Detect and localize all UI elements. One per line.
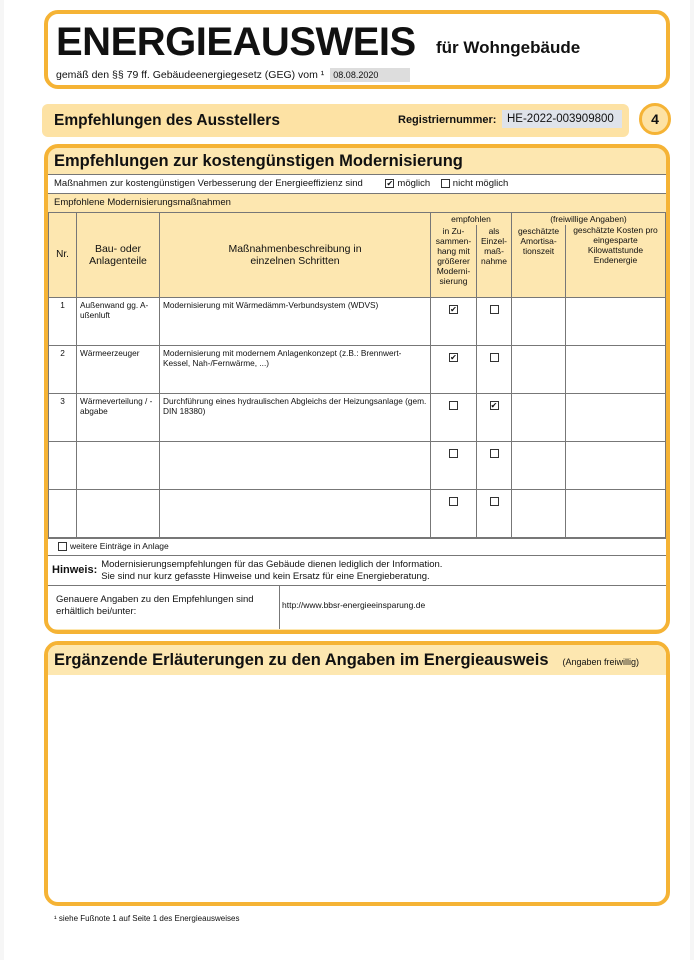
row-nr xyxy=(49,489,77,537)
hint-line-1: Modernisierungsempfehlungen für das Gebäude dienen lediglich der Information. xyxy=(101,558,443,570)
modernisierung-title: Empfehlungen zur kostengünstigen Modernisierung xyxy=(54,152,463,170)
row-zusammenhang-cell xyxy=(431,393,477,441)
section-title: Empfehlungen des Ausstellers xyxy=(54,112,280,129)
row-amortisation xyxy=(512,297,566,345)
row-amortisation xyxy=(512,489,566,537)
einzel-checkbox[interactable] xyxy=(490,353,499,362)
row-kosten xyxy=(566,441,666,489)
row-zusammenhang-cell xyxy=(431,345,477,393)
table-row xyxy=(49,345,666,393)
more-info-row xyxy=(48,585,666,629)
erlaeuterungen-title-text: Ergänzende Erläuterungen zu den Angaben im Energieausweis xyxy=(54,651,549,669)
zusammenhang-checkbox[interactable] xyxy=(449,401,458,410)
further-entries-row xyxy=(48,538,666,555)
row-bau xyxy=(77,441,160,489)
more-info-url[interactable]: http://www.bbsr-energieeinsparung.de xyxy=(282,599,426,610)
document-page xyxy=(4,0,690,960)
row-kosten xyxy=(566,345,666,393)
section-bar xyxy=(42,104,629,137)
row-nr xyxy=(49,441,77,489)
row-beschreibung xyxy=(160,441,431,489)
header-beschreibung: Maßnahmenbeschreibung in einzelnen Schritten xyxy=(160,213,431,298)
row-nr: 3 xyxy=(49,393,77,441)
table-row xyxy=(49,393,666,441)
row-beschreibung: Modernisierung mit Wärmedämm-Verbundsystem (WDVS) xyxy=(160,297,431,345)
further-entries-checkbox[interactable] xyxy=(58,542,67,551)
header-nr: Nr. xyxy=(49,213,77,298)
hint-line-2: Sie sind nur kurz gefasste Hinweise und kein Ersatz für eine Energieberatung. xyxy=(101,570,430,582)
row-einzel-cell xyxy=(477,441,512,489)
zusammenhang-checkbox[interactable]: ✔ xyxy=(450,352,457,362)
row-nr: 1 xyxy=(49,297,77,345)
hint-text xyxy=(101,556,442,585)
row-bau: Wärmeerzeuger xyxy=(77,345,160,393)
modernisierung-box xyxy=(44,144,670,634)
einzel-checkbox[interactable] xyxy=(490,449,499,458)
reg-number: HE-2022-003909800 xyxy=(502,110,622,128)
header-bau: Bau- oder Anlagenteile xyxy=(77,213,160,298)
table-row xyxy=(49,297,666,345)
hint-row xyxy=(48,555,666,585)
table-row xyxy=(49,489,666,537)
header-einzel: als Einzel-maß-nahme xyxy=(477,225,512,297)
measures-text: Maßnahmen zur kostengünstigen Verbesserung der Energieeffizienz sind xyxy=(54,178,363,189)
possible-label: möglich xyxy=(397,178,431,189)
row-beschreibung: Durchführung eines hydraulischen Abgleichs der Heizungsanlage (gem. DIN 18380) xyxy=(160,393,431,441)
row-nr: 2 xyxy=(49,345,77,393)
row-bau: Wärmeverteilung / -abgabe xyxy=(77,393,160,441)
row-zusammenhang-cell xyxy=(431,297,477,345)
header-empfohlen: empfohlen xyxy=(431,213,512,226)
document-title: ENERGIEAUSWEIS xyxy=(56,20,416,64)
header-freiwillig: (freiwillige Angaben) xyxy=(512,213,666,226)
erlaeuterungen-text-area[interactable] xyxy=(48,675,666,905)
header-box xyxy=(44,10,670,89)
header-zusammenhang: in Zu-sammen-hang mit größerer Moderni-sierung xyxy=(431,225,477,297)
recommended-label: Empfohlene Modernisierungsmaßnahmen xyxy=(48,193,666,212)
row-beschreibung: Modernisierung mit modernem Anlagenkonzept (z.B.: Brennwert-Kessel, Nah-/Fernwärme, ...) xyxy=(160,345,431,393)
erlaeuterungen-note: (Angaben freiwillig) xyxy=(562,657,640,667)
row-bau: Außenwand gg. A-ußenluft xyxy=(77,297,160,345)
row-einzel-cell xyxy=(477,345,512,393)
further-entries-label: weitere Einträge in Anlage xyxy=(70,540,169,551)
law-text: gemäß den §§ 79 ff. Gebäudeenergiegesetz (GEG) vom ¹ xyxy=(56,69,325,81)
possible-checkbox[interactable]: ✔ xyxy=(386,178,394,188)
row-kosten xyxy=(566,297,666,345)
row-kosten xyxy=(566,489,666,537)
row-amortisation xyxy=(512,345,566,393)
row-einzel-cell xyxy=(477,297,512,345)
row-kosten xyxy=(566,393,666,441)
not-possible-checkbox[interactable] xyxy=(441,179,450,188)
table-row xyxy=(49,441,666,489)
row-zusammenhang-cell xyxy=(431,441,477,489)
hint-label: Hinweis: xyxy=(52,563,98,576)
page-number-badge: 4 xyxy=(639,103,671,135)
row-einzel-cell xyxy=(477,489,512,537)
measures-row xyxy=(48,174,666,193)
not-possible-label: nicht möglich xyxy=(452,178,509,189)
header-amortisation: geschätzte Amortisa-tionszeit xyxy=(512,225,566,297)
row-zusammenhang-cell xyxy=(431,489,477,537)
row-einzel-cell xyxy=(477,393,512,441)
row-amortisation xyxy=(512,441,566,489)
erlaeuterungen-box xyxy=(44,641,670,906)
erlaeuterungen-title xyxy=(48,645,666,675)
row-amortisation xyxy=(512,393,566,441)
law-reference xyxy=(56,68,410,82)
header-kosten: geschätzte Kosten pro eingesparte Kilowattstunde Endenergie xyxy=(566,225,666,297)
row-bau xyxy=(77,489,160,537)
measures-table xyxy=(48,212,666,538)
einzel-checkbox[interactable]: ✔ xyxy=(490,400,498,410)
more-info-label: Genauere Angaben zu den Empfehlungen sind erhältlich bei/unter: xyxy=(48,586,280,629)
zusammenhang-checkbox[interactable] xyxy=(449,449,458,458)
einzel-checkbox[interactable] xyxy=(490,497,499,506)
reg-label: Registriernummer: xyxy=(398,114,497,126)
document-subtitle: für Wohngebäude xyxy=(436,38,581,57)
row-beschreibung xyxy=(160,489,431,537)
zusammenhang-checkbox[interactable] xyxy=(449,497,458,506)
zusammenhang-checkbox[interactable]: ✔ xyxy=(450,304,457,314)
law-date: 08.08.2020 xyxy=(330,68,410,82)
einzel-checkbox[interactable] xyxy=(490,305,499,314)
footnote: ¹ siehe Fußnote 1 auf Seite 1 des Energieausweises xyxy=(54,914,240,923)
